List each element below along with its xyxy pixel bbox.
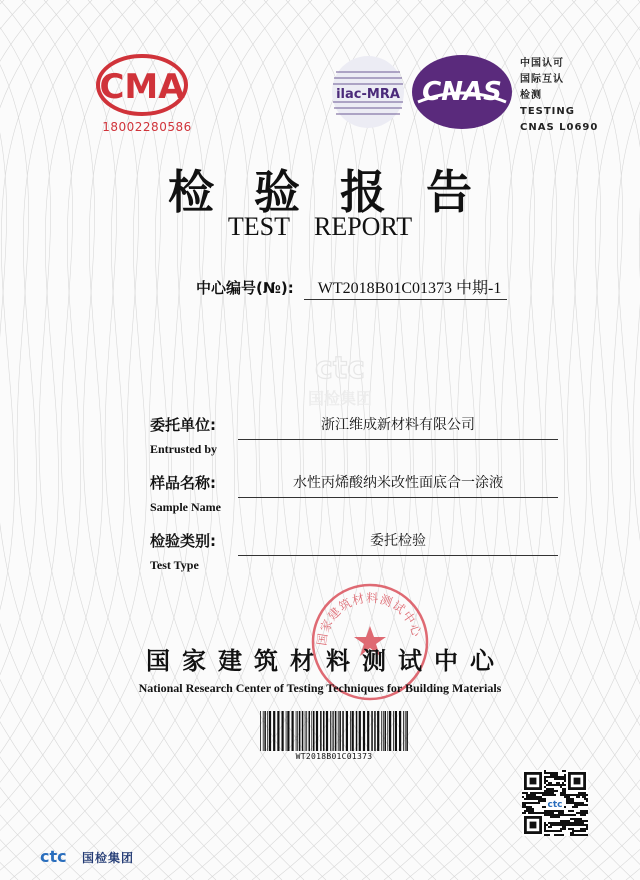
ctc-watermark-icon [290,350,390,412]
report-code-value: WT2018B01C01373 中期-1 [304,275,508,300]
cnas-label: 中国认可 [520,58,564,69]
cnas-accreditation-labels [520,56,598,136]
organization-name-cn: 国家建筑材料测试中心 [146,647,506,675]
cnas-logo-icon [410,52,514,132]
report-title-cn: 检验报告 [168,165,512,219]
watermark-text: 国检集团 [307,389,373,408]
cma-number: 18002280586 [102,120,192,134]
cma-logo-icon [96,54,188,116]
sample-name-value: 水性丙烯酸纳米改性面底合一涂液 [238,472,558,498]
qr-code-icon [522,770,588,836]
svg-text:ilac-MRA: ilac-MRA [336,87,400,102]
ctc-brand-name: 国检集团 [82,851,135,865]
svg-text:CNAS: CNAS [422,77,502,107]
barcode-number: WT2018B01C01373 [295,752,373,761]
test-type-value: 委托检验 [238,530,558,556]
svg-text:ctc: ctc [315,351,365,386]
cnas-label: TESTING [520,106,575,117]
seal-text: 国家建筑材料测试中心 [314,590,425,647]
sample-name-label-en: Sample Name [150,500,221,514]
sample-name-label-cn: 样品名称: [150,474,216,492]
test-type-label-cn: 检验类别: [150,532,216,550]
entrusted-by-label-cn: 委托单位: [150,416,216,434]
cnas-label: 国际互认 [520,74,564,85]
ctc-logo-icon [40,848,80,866]
cnas-label: 检测 [520,90,542,101]
test-type-label-en: Test Type [150,558,199,572]
svg-text:CMA: CMA [99,67,185,107]
report-title-en: TEST REPORT [227,212,413,241]
report-code-label: 中心编号(№): [196,279,294,297]
barcode-icon [258,711,410,751]
organization-name-en: National Research Center of Testing Techniques for Building Materials [138,681,502,695]
ilac-mra-logo-icon [326,52,410,132]
entrusted-by-label-en: Entrusted by [150,442,218,456]
cnas-label: CNAS L0690 [520,122,599,133]
report-code-row [196,275,507,300]
entrusted-by-value: 浙江维成新材料有限公司 [238,414,558,440]
svg-text:ctc: ctc [547,800,563,810]
svg-text:ctc: ctc [40,848,67,866]
